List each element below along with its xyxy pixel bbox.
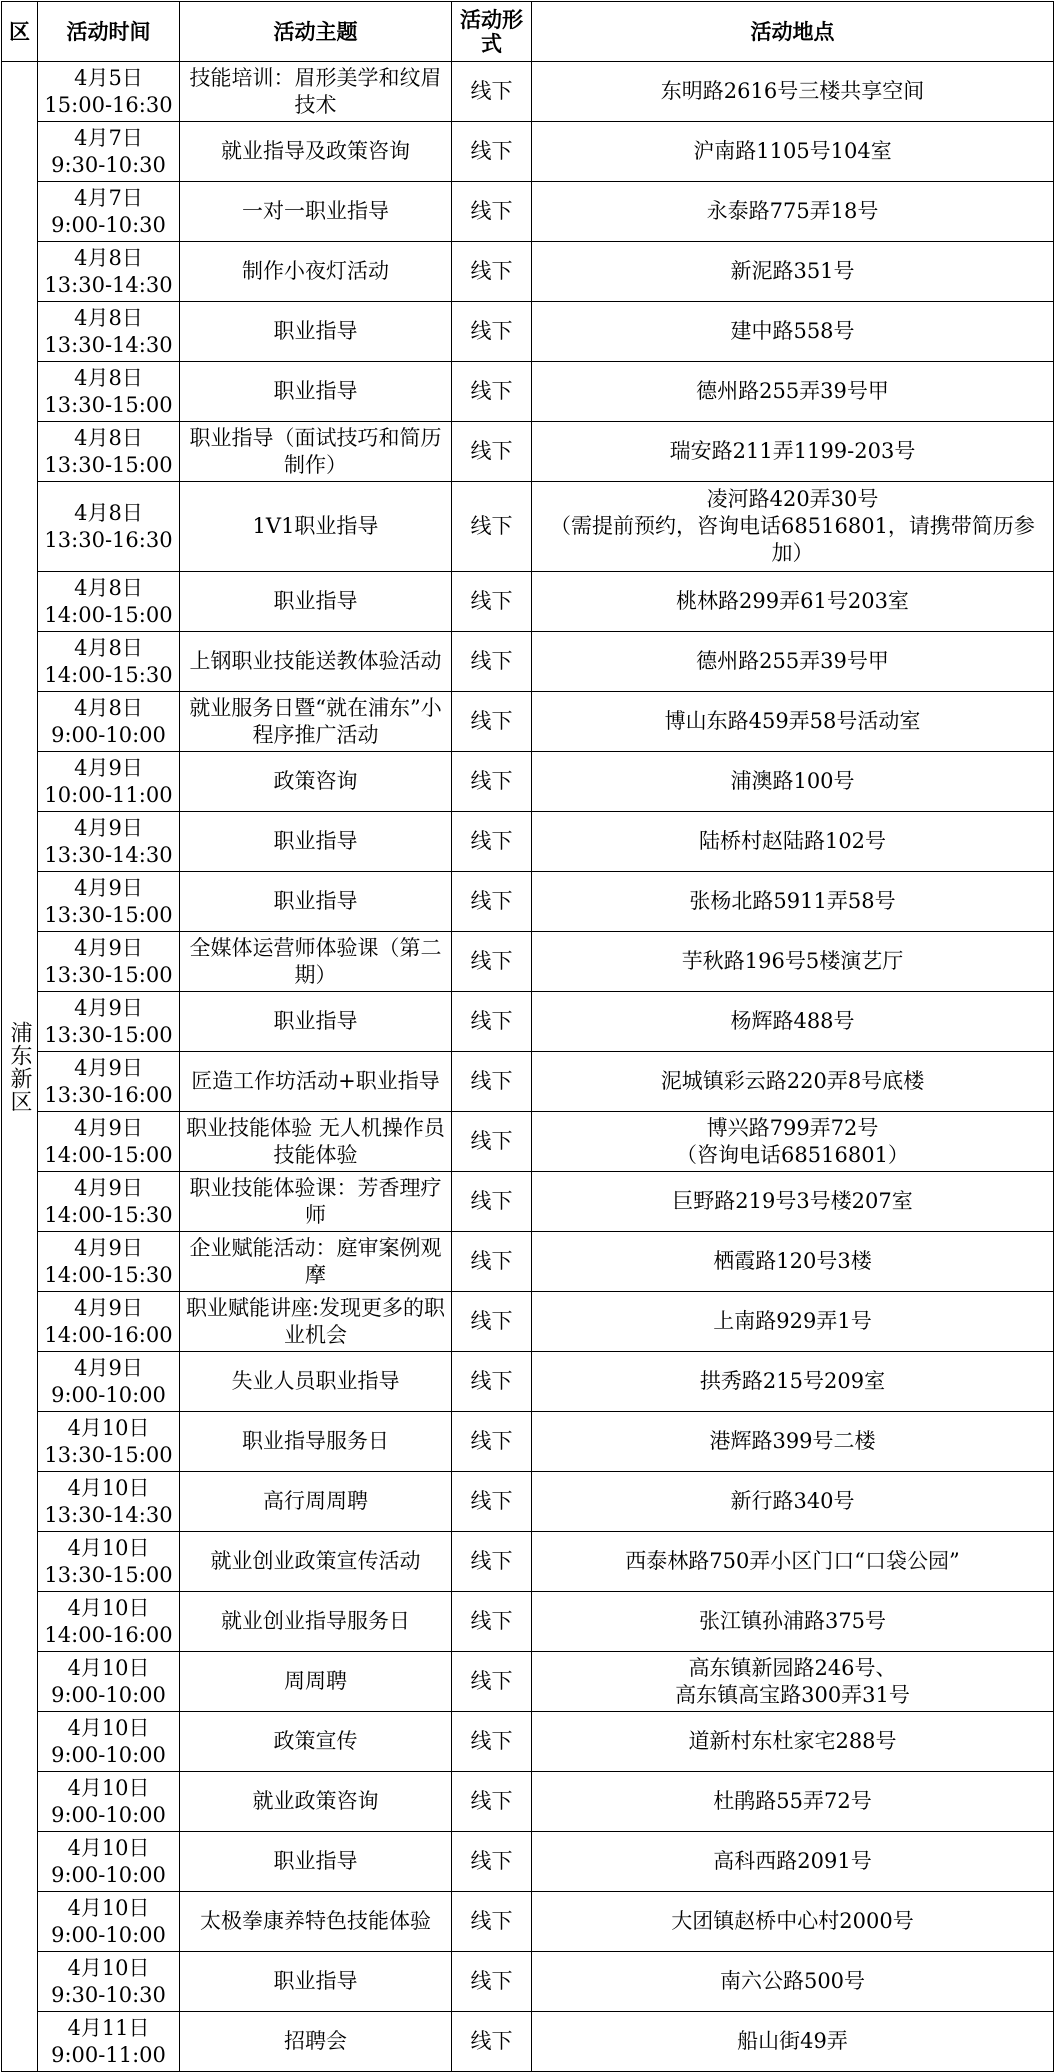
topic-cell: 职业指导 — [180, 1832, 452, 1892]
topic-cell: 职业指导 — [180, 1952, 452, 2012]
table-row — [2, 1832, 1054, 1892]
table-row — [2, 1172, 1054, 1232]
topic-cell: 职业指导 — [180, 572, 452, 632]
form-cell: 线下 — [452, 1952, 532, 2012]
date-text: 4月9日 — [74, 995, 143, 1020]
time-cell — [38, 1952, 180, 2012]
topic-cell: 企业赋能活动：庭审案例观摩 — [180, 1232, 452, 1292]
time-range-text: 10:00-11:00 — [44, 782, 173, 807]
time-range-text: 13:30-16:30 — [44, 527, 173, 552]
topic-cell: 1V1职业指导 — [180, 482, 452, 572]
topic-cell: 职业指导（面试技巧和简历制作） — [180, 422, 452, 482]
time-range-text: 13:30-14:30 — [44, 1502, 173, 1527]
time-range-text: 13:30-15:00 — [44, 962, 173, 987]
time-cell — [38, 1832, 180, 1892]
table-row — [2, 362, 1054, 422]
date-text: 4月8日 — [74, 635, 143, 660]
header-row — [2, 2, 1054, 62]
header-form: 活动形式 — [452, 2, 532, 62]
date-text: 4月11日 — [67, 2015, 150, 2040]
table-row — [2, 1892, 1054, 1952]
table-row — [2, 122, 1054, 182]
table-row — [2, 932, 1054, 992]
topic-cell: 就业创业政策宣传活动 — [180, 1532, 452, 1592]
time-range-text: 9:30-10:30 — [51, 152, 166, 177]
date-text: 4月8日 — [74, 245, 143, 270]
location-cell: 新泥路351号 — [532, 242, 1054, 302]
location-cell: 栖霞路120号3楼 — [532, 1232, 1054, 1292]
time-range-text: 14:00-15:00 — [44, 602, 173, 627]
table-row — [2, 242, 1054, 302]
form-cell: 线下 — [452, 122, 532, 182]
header-district: 区 — [2, 2, 38, 62]
time-range-text: 9:30-10:30 — [51, 1982, 166, 2007]
time-cell — [38, 752, 180, 812]
time-range-text: 9:00-10:00 — [51, 1922, 166, 1947]
time-cell — [38, 692, 180, 752]
topic-cell: 职业技能体验课：芳香理疗师 — [180, 1172, 452, 1232]
time-cell — [38, 1292, 180, 1352]
time-cell — [38, 1592, 180, 1652]
topic-cell: 政策咨询 — [180, 752, 452, 812]
location-cell: 西泰林路750弄小区门口“口袋公园” — [532, 1532, 1054, 1592]
date-text: 4月8日 — [74, 695, 143, 720]
location-cell: 南六公路500号 — [532, 1952, 1054, 2012]
form-cell: 线下 — [452, 1652, 532, 1712]
time-range-text: 13:30-15:00 — [44, 392, 173, 417]
date-text: 4月9日 — [74, 1175, 143, 1200]
time-cell — [38, 2012, 180, 2072]
time-cell — [38, 1652, 180, 1712]
form-cell: 线下 — [452, 632, 532, 692]
location-cell: 新行路340号 — [532, 1472, 1054, 1532]
topic-cell: 技能培训：眉形美学和纹眉技术 — [180, 62, 452, 122]
date-text: 4月9日 — [74, 1355, 143, 1380]
date-text: 4月10日 — [67, 1835, 150, 1860]
table-row — [2, 1952, 1054, 2012]
form-cell: 线下 — [452, 1832, 532, 1892]
form-cell: 线下 — [452, 1592, 532, 1652]
time-cell — [38, 1172, 180, 1232]
topic-cell: 全媒体运营师体验课（第二期） — [180, 932, 452, 992]
table-row — [2, 1352, 1054, 1412]
location-cell: 高科西路2091号 — [532, 1832, 1054, 1892]
date-text: 4月10日 — [67, 1895, 150, 1920]
location-cell: 杨辉路488号 — [532, 992, 1054, 1052]
district-cell: 浦东新区 — [2, 62, 38, 2072]
date-text: 4月10日 — [67, 1535, 150, 1560]
topic-cell: 职业指导 — [180, 812, 452, 872]
form-cell: 线下 — [452, 1172, 532, 1232]
table-row — [2, 1712, 1054, 1772]
topic-cell: 职业指导 — [180, 302, 452, 362]
time-range-text: 13:30-14:30 — [44, 272, 173, 297]
date-text: 4月9日 — [74, 1055, 143, 1080]
date-text: 4月10日 — [67, 1775, 150, 1800]
time-cell — [38, 242, 180, 302]
time-range-text: 9:00-10:00 — [51, 1742, 166, 1767]
location-cell: 永泰路775弄18号 — [532, 182, 1054, 242]
time-cell — [38, 122, 180, 182]
form-cell: 线下 — [452, 1232, 532, 1292]
form-cell: 线下 — [452, 872, 532, 932]
table-row — [2, 302, 1054, 362]
date-text: 4月10日 — [67, 1955, 150, 1980]
time-range-text: 9:00-10:00 — [51, 1802, 166, 1827]
topic-cell: 制作小夜灯活动 — [180, 242, 452, 302]
time-cell — [38, 422, 180, 482]
form-cell: 线下 — [452, 2012, 532, 2072]
date-text: 4月9日 — [74, 755, 143, 780]
form-cell: 线下 — [452, 62, 532, 122]
location-cell: 博兴路799弄72号 （咨询电话68516801） — [532, 1112, 1054, 1172]
location-cell: 德州路255弄39号甲 — [532, 632, 1054, 692]
time-cell — [38, 1412, 180, 1472]
time-cell — [38, 872, 180, 932]
form-cell: 线下 — [452, 992, 532, 1052]
time-range-text: 13:30-15:00 — [44, 452, 173, 477]
time-cell — [38, 1232, 180, 1292]
topic-cell: 职业技能体验 无人机操作员技能体验 — [180, 1112, 452, 1172]
form-cell: 线下 — [452, 1772, 532, 1832]
location-cell: 建中路558号 — [532, 302, 1054, 362]
form-cell: 线下 — [452, 182, 532, 242]
table-row — [2, 752, 1054, 812]
form-cell: 线下 — [452, 422, 532, 482]
form-cell: 线下 — [452, 1532, 532, 1592]
date-text: 4月5日 — [74, 65, 143, 90]
topic-cell: 失业人员职业指导 — [180, 1352, 452, 1412]
date-text: 4月9日 — [74, 935, 143, 960]
form-cell: 线下 — [452, 812, 532, 872]
location-cell: 陆桥村赵陆路102号 — [532, 812, 1054, 872]
time-range-text: 14:00-16:00 — [44, 1622, 173, 1647]
time-range-text: 13:30-14:30 — [44, 842, 173, 867]
table-row — [2, 1112, 1054, 1172]
header-location: 活动地点 — [532, 2, 1054, 62]
time-cell — [38, 1532, 180, 1592]
table-row — [2, 572, 1054, 632]
time-range-text: 9:00-10:30 — [51, 212, 166, 237]
form-cell: 线下 — [452, 1412, 532, 1472]
topic-cell: 就业服务日暨“就在浦东”小程序推广活动 — [180, 692, 452, 752]
table-row — [2, 872, 1054, 932]
topic-cell: 职业赋能讲座:发现更多的职业机会 — [180, 1292, 452, 1352]
time-cell — [38, 992, 180, 1052]
time-range-text: 14:00-15:30 — [44, 1202, 173, 1227]
location-cell: 浦澳路100号 — [532, 752, 1054, 812]
table-row — [2, 692, 1054, 752]
location-cell: 船山街49弄 — [532, 2012, 1054, 2072]
form-cell: 线下 — [452, 752, 532, 812]
location-cell: 道新村东杜家宅288号 — [532, 1712, 1054, 1772]
time-range-text: 9:00-10:00 — [51, 1682, 166, 1707]
date-text: 4月8日 — [74, 500, 143, 525]
topic-cell: 周周聘 — [180, 1652, 452, 1712]
table-row — [2, 422, 1054, 482]
date-text: 4月10日 — [67, 1415, 150, 1440]
time-cell — [38, 302, 180, 362]
time-range-text: 15:00-16:30 — [44, 92, 173, 117]
time-range-text: 9:00-10:00 — [51, 722, 166, 747]
table-row — [2, 992, 1054, 1052]
time-range-text: 14:00-15:30 — [44, 1262, 173, 1287]
date-text: 4月9日 — [74, 1295, 143, 1320]
time-range-text: 13:30-14:30 — [44, 332, 173, 357]
date-text: 4月10日 — [67, 1715, 150, 1740]
time-range-text: 14:00-15:00 — [44, 1142, 173, 1167]
date-text: 4月10日 — [67, 1475, 150, 1500]
form-cell: 线下 — [452, 1112, 532, 1172]
time-cell — [38, 182, 180, 242]
form-cell: 线下 — [452, 932, 532, 992]
form-cell: 线下 — [452, 362, 532, 422]
date-text: 4月8日 — [74, 575, 143, 600]
time-range-text: 13:30-15:00 — [44, 902, 173, 927]
location-cell: 泥城镇彩云路220弄8号底楼 — [532, 1052, 1054, 1112]
header-time: 活动时间 — [38, 2, 180, 62]
table-row — [2, 62, 1054, 122]
topic-cell: 高行周周聘 — [180, 1472, 452, 1532]
time-cell — [38, 632, 180, 692]
date-text: 4月10日 — [67, 1655, 150, 1680]
table-row — [2, 1472, 1054, 1532]
topic-cell: 职业指导 — [180, 992, 452, 1052]
topic-cell: 匠造工作坊活动+职业指导 — [180, 1052, 452, 1112]
date-text: 4月9日 — [74, 1115, 143, 1140]
time-cell — [38, 362, 180, 422]
form-cell: 线下 — [452, 1712, 532, 1772]
topic-cell: 一对一职业指导 — [180, 182, 452, 242]
time-range-text: 13:30-16:00 — [44, 1082, 173, 1107]
time-cell — [38, 1892, 180, 1952]
location-cell: 桃林路299弄61号203室 — [532, 572, 1054, 632]
date-text: 4月8日 — [74, 365, 143, 390]
form-cell: 线下 — [452, 1352, 532, 1412]
topic-cell: 职业指导服务日 — [180, 1412, 452, 1472]
time-cell — [38, 1472, 180, 1532]
location-cell: 港辉路399号二楼 — [532, 1412, 1054, 1472]
time-cell — [38, 482, 180, 572]
time-cell — [38, 62, 180, 122]
table-row — [2, 1772, 1054, 1832]
date-text: 4月7日 — [74, 185, 143, 210]
table-row — [2, 1232, 1054, 1292]
location-cell: 大团镇赵桥中心村2000号 — [532, 1892, 1054, 1952]
location-cell: 巨野路219号3号楼207室 — [532, 1172, 1054, 1232]
time-range-text: 9:00-10:00 — [51, 1382, 166, 1407]
table-row — [2, 1532, 1054, 1592]
time-range-text: 13:30-15:00 — [44, 1022, 173, 1047]
table-row — [2, 1412, 1054, 1472]
form-cell: 线下 — [452, 1472, 532, 1532]
form-cell: 线下 — [452, 1292, 532, 1352]
table-row — [2, 812, 1054, 872]
table-row — [2, 482, 1054, 572]
time-range-text: 9:00-10:00 — [51, 1862, 166, 1887]
time-range-text: 14:00-16:00 — [44, 1322, 173, 1347]
form-cell: 线下 — [452, 1892, 532, 1952]
date-text: 4月10日 — [67, 1595, 150, 1620]
time-cell — [38, 932, 180, 992]
topic-cell: 职业指导 — [180, 362, 452, 422]
location-cell: 瑞安路211弄1199-203号 — [532, 422, 1054, 482]
time-cell — [38, 1052, 180, 1112]
table-row — [2, 1592, 1054, 1652]
topic-cell: 职业指导 — [180, 872, 452, 932]
form-cell: 线下 — [452, 482, 532, 572]
topic-cell: 就业指导及政策咨询 — [180, 122, 452, 182]
table-row — [2, 2012, 1054, 2072]
location-cell: 芋秋路196号5楼演艺厅 — [532, 932, 1054, 992]
table-row — [2, 1652, 1054, 1712]
date-text: 4月9日 — [74, 815, 143, 840]
topic-cell: 就业创业指导服务日 — [180, 1592, 452, 1652]
date-text: 4月9日 — [74, 1235, 143, 1260]
time-cell — [38, 1772, 180, 1832]
time-cell — [38, 572, 180, 632]
table-row — [2, 1052, 1054, 1112]
time-range-text: 14:00-15:30 — [44, 662, 173, 687]
table-row — [2, 632, 1054, 692]
time-range-text: 13:30-15:00 — [44, 1562, 173, 1587]
activity-table — [1, 1, 1054, 2072]
form-cell: 线下 — [452, 692, 532, 752]
location-cell: 凌河路420弄30号 （需提前预约，咨询电话68516801，请携带简历参加） — [532, 482, 1054, 572]
topic-cell: 招聘会 — [180, 2012, 452, 2072]
time-cell — [38, 812, 180, 872]
form-cell: 线下 — [452, 1052, 532, 1112]
location-cell: 高东镇新园路246号、 高东镇高宝路300弄31号 — [532, 1652, 1054, 1712]
location-cell: 拱秀路215号209室 — [532, 1352, 1054, 1412]
location-cell: 杜鹃路55弄72号 — [532, 1772, 1054, 1832]
location-cell: 博山东路459弄58号活动室 — [532, 692, 1054, 752]
time-cell — [38, 1352, 180, 1412]
topic-cell: 太极拳康养特色技能体验 — [180, 1892, 452, 1952]
topic-cell: 上钢职业技能送教体验活动 — [180, 632, 452, 692]
location-cell: 沪南路1105号104室 — [532, 122, 1054, 182]
date-text: 4月8日 — [74, 305, 143, 330]
table-row — [2, 182, 1054, 242]
form-cell: 线下 — [452, 572, 532, 632]
date-text: 4月9日 — [74, 875, 143, 900]
location-cell: 张江镇孙浦路375号 — [532, 1592, 1054, 1652]
location-cell: 东明路2616号三楼共享空间 — [532, 62, 1054, 122]
table-row — [2, 1292, 1054, 1352]
header-topic: 活动主题 — [180, 2, 452, 62]
topic-cell: 就业政策咨询 — [180, 1772, 452, 1832]
topic-cell: 政策宣传 — [180, 1712, 452, 1772]
time-cell — [38, 1712, 180, 1772]
location-cell: 张杨北路5911弄58号 — [532, 872, 1054, 932]
time-cell — [38, 1112, 180, 1172]
form-cell: 线下 — [452, 242, 532, 302]
date-text: 4月7日 — [74, 125, 143, 150]
location-cell: 德州路255弄39号甲 — [532, 362, 1054, 422]
time-range-text: 9:00-11:00 — [51, 2042, 166, 2067]
form-cell: 线下 — [452, 302, 532, 362]
date-text: 4月8日 — [74, 425, 143, 450]
time-range-text: 13:30-15:00 — [44, 1442, 173, 1467]
location-cell: 上南路929弄1号 — [532, 1292, 1054, 1352]
